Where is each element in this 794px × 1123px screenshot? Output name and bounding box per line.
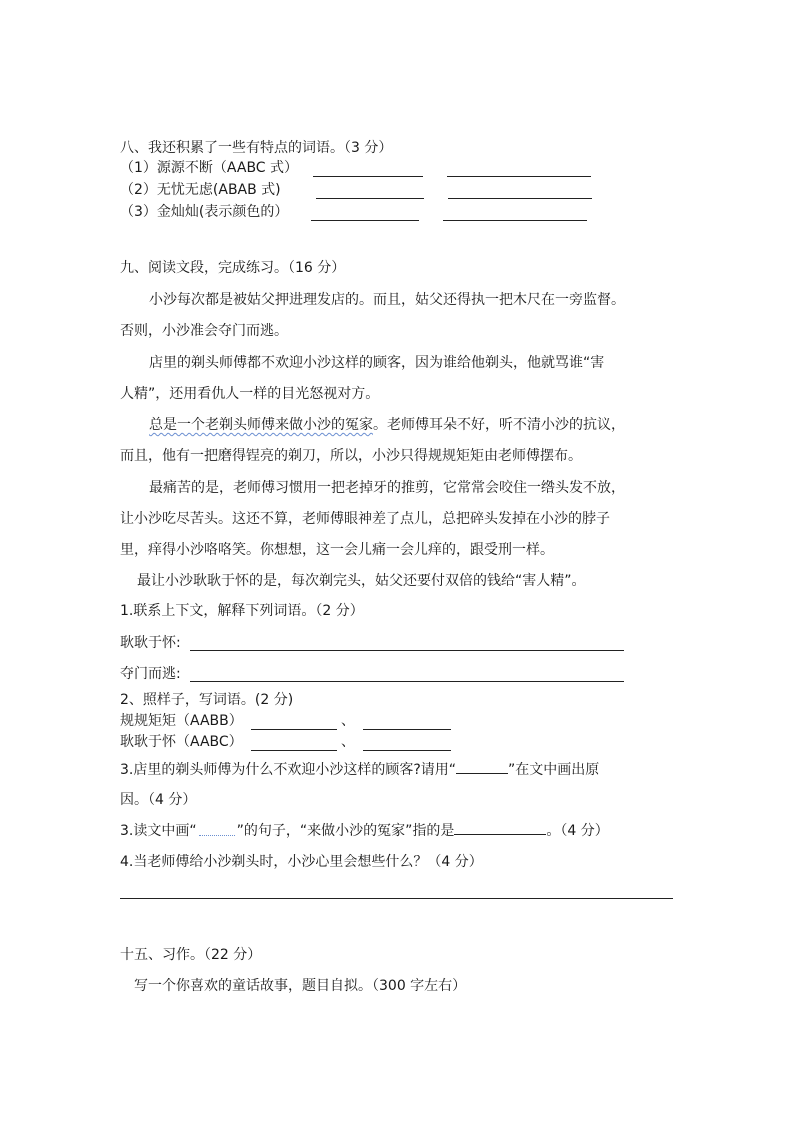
sub3a-line-2: 因。（4 分） xyxy=(120,792,197,808)
passage-line xyxy=(149,415,625,435)
sub1-word-2: 夺门而逃: xyxy=(120,666,181,682)
sub2-row-2-blank-b[interactable] xyxy=(363,736,451,751)
wavy-mark-icon xyxy=(199,827,235,836)
passage-line: 最痛苦的是，老师傅习惯用一把老掉牙的推剪，它常常会咬住一绺头发不放， xyxy=(149,480,625,496)
separator: 、 xyxy=(341,713,355,729)
sub3b-text: ”的句子，“来做小沙的冤家”指的是 xyxy=(236,823,455,839)
separator: 、 xyxy=(341,734,355,750)
sub4-answer-line[interactable] xyxy=(120,898,673,899)
sub2-row-2 xyxy=(120,732,243,752)
q8-item-3-blank-b[interactable] xyxy=(443,206,587,221)
passage-line: 否则，小沙准会夺门而逃。 xyxy=(120,323,288,339)
passage-line: 人精”，还用看仇人一样的目光怒视对方。 xyxy=(120,386,380,402)
q8-item-1-blank-a[interactable] xyxy=(313,162,423,177)
q8-title: 八、我还积累了一些有特点的词语。（3 分） xyxy=(120,140,393,156)
sub3a-text: 3.店里的剃头师傅为什么不欢迎小沙这样的顾客?请用“ xyxy=(120,762,457,778)
passage-line: 店里的剃头师傅都不欢迎小沙这样的顾客，因为谁给他剃头，他就骂谁“害 xyxy=(149,355,605,371)
sub3b-line xyxy=(120,820,609,841)
sub2-row-1-blank-a[interactable] xyxy=(251,715,337,730)
sub4-title: 4.当老师傅给小沙剃头时，小沙心里会想些什么？（4 分） xyxy=(120,854,483,870)
q8-item-3-blank-a[interactable] xyxy=(311,206,419,221)
sub3b-text: 。（4 分） xyxy=(546,823,609,839)
sub2-row-1-label: 规规矩矩（AABB） xyxy=(120,713,243,729)
passage-line: 而且，他有一把磨得锃亮的剃刀，所以，小沙只得规规矩矩由老师傅摆布。 xyxy=(120,448,582,464)
sub3a-underline-mark xyxy=(456,759,508,774)
passage-line: 里，痒得小沙咯咯笑。你想想，这一会儿痛一会儿痒的，跟受刑一样。 xyxy=(120,542,554,558)
q8-item-2-blank-a[interactable] xyxy=(316,184,424,199)
sub1-title: 1.联系上下文，解释下列词语。（2 分） xyxy=(120,603,364,619)
sub1-word-1: 耿耿于怀: xyxy=(120,635,181,651)
sub3a-line-1 xyxy=(120,759,599,780)
q8-item-2 xyxy=(120,180,281,200)
q8-item-3 xyxy=(120,202,288,222)
sub2-row-2-label: 耿耿于怀（AABC） xyxy=(120,734,243,750)
sub1-answer-line-1[interactable] xyxy=(190,650,624,651)
sub2-row-1 xyxy=(120,711,243,731)
sub3a-text: ”在文中画出原 xyxy=(508,762,600,778)
q8-item-3-label: （3）金灿灿(表示颜色的） xyxy=(120,204,289,220)
passage-text: 。老师傅耳朵不好，听不清小沙的抗议， xyxy=(373,417,625,433)
sub2-row-2-blank-a[interactable] xyxy=(251,736,337,751)
sub2-title: 2、照样子，写词语。(2 分) xyxy=(120,692,294,708)
sub1-answer-line-2[interactable] xyxy=(190,681,624,682)
sub3b-answer-blank[interactable] xyxy=(454,820,546,835)
q15-prompt: 写一个你喜欢的童话故事，题目自拟。（300 字左右） xyxy=(134,978,467,994)
q8-item-1-label: （1）源源不断（AABC 式） xyxy=(120,160,299,176)
q9-title: 九、阅读文段，完成练习。（16 分） xyxy=(120,260,346,276)
q8-item-2-label: （2）无忧无虑(ABAB 式) xyxy=(120,182,281,198)
passage-line: 最让小沙耿耿于怀的是，每次剃完头，姑父还要付双倍的钱给“害人精”。 xyxy=(137,573,586,589)
sub3b-text: 3.读文中画“ xyxy=(120,823,197,839)
wavy-underlined-sentence: 总是一个老剃头师傅来做小沙的冤家 xyxy=(149,417,373,433)
passage-line: 小沙每次都是被姑父押进理发店的。而且，姑父还得执一把木尺在一旁监督。 xyxy=(149,292,625,308)
q8-item-2-blank-b[interactable] xyxy=(448,184,592,199)
q15-title: 十五、习作。（22 分） xyxy=(120,947,262,963)
sub2-row-1-blank-b[interactable] xyxy=(363,715,451,730)
q8-item-1-blank-b[interactable] xyxy=(447,162,591,177)
q8-item-1 xyxy=(120,158,298,178)
passage-line: 让小沙吃尽苦头。这还不算，老师傅眼神差了点儿，总把碎头发掉在小沙的脖子 xyxy=(120,511,610,527)
